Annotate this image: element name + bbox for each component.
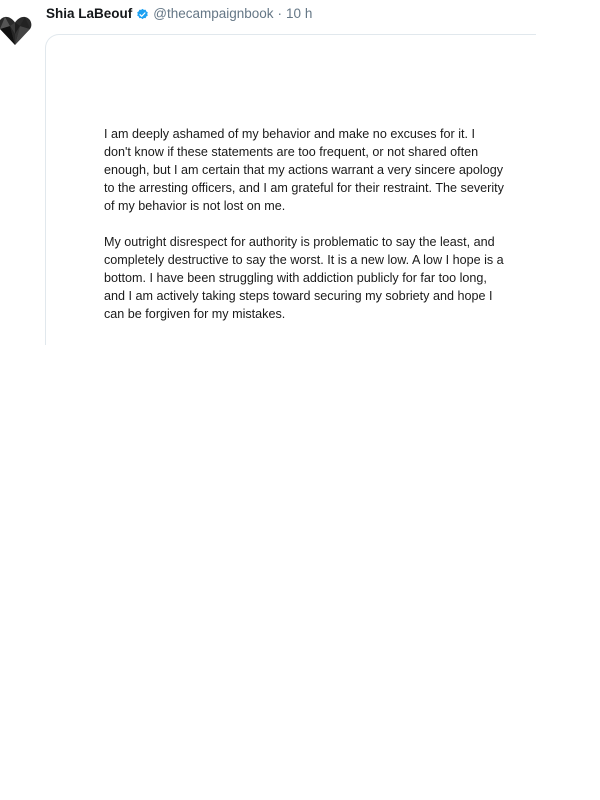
handle[interactable]: @thecampaignbook — [153, 6, 274, 21]
timestamp[interactable]: 10 h — [286, 6, 313, 21]
verified-badge-icon — [136, 8, 149, 21]
tweet — [0, 0, 600, 340]
heart-logo-icon — [0, 14, 32, 48]
statement-paragraph-2: My outright disrespect for authority is problematic to say the least, and completely destructive to say the worst. It is a new low. A low I hope is a bottom. I have been struggling with addiction publicly for far too long, and I am actively taking steps toward securing my sobriety and hope I can be forgiven for my mistakes. — [104, 235, 504, 321]
statement-text — [104, 125, 504, 323]
display-name[interactable]: Shia LaBeouf — [46, 6, 133, 21]
separator-dot: · — [277, 6, 283, 21]
media-card[interactable] — [45, 34, 536, 345]
statement-paragraph-1: I am deeply ashamed of my behavior and make no excuses for it. I don't know if these statements are too frequent, or not shared often enough, but I am certain that my actions warrant a very sincere apology to the arresting officers, and I am grateful for their restraint. The severity of my behavior is not lost on me. — [104, 127, 504, 213]
avatar[interactable] — [0, 14, 32, 48]
tweet-header — [46, 5, 312, 23]
